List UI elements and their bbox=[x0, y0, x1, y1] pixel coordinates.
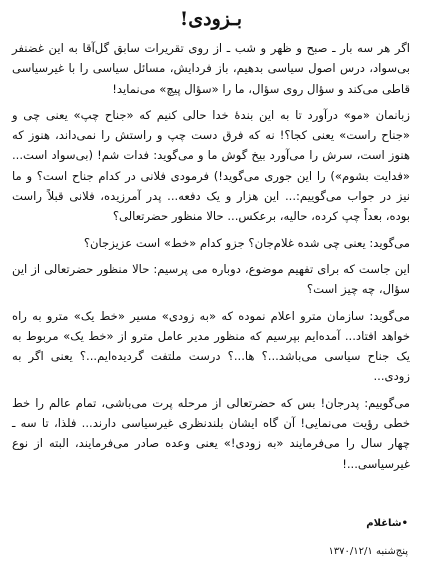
article-paragraph-6: می‌گوییم: پدرجان! بس که حضرتعالی از مرحله پرت می‌باشی، تمام عالم را خط خطی رؤیت می‌نمایی! آن گاه ایشان بلندنظری غیرسیاسی دارند... فلذا، تا سه ـ چهار سال را می‌فرمایند «به زودی!» یعنی وعده صادر می‌فرمایند، البته از نوع غیرسیاسی...! bbox=[12, 395, 410, 471]
publication-date: پنج‌شنبه ۱۳۷۰/۱۲/۱ bbox=[328, 546, 408, 557]
article-title: بـزودی! bbox=[179, 8, 243, 30]
article-paragraph-3: می‌گوید: یعنی چی شده غلام‌جان؟ جزو کدام «خط» است عزیزجان؟ bbox=[83, 235, 410, 250]
article-paragraph-5: می‌گوید: سازمان مترو اعلام نموده که «به زودی» مسیر «خط یک» مترو به راه خواهد افتاد... آمده‌ایم بپرسیم که منظور مدیر عامل مترو از «خط یک» مربوط به یک جناح سیاسی می‌باشد...؟ ها...؟ درست ملتفت گردیده‌ایم...؟ یعنی اگر به زودی... bbox=[12, 308, 410, 384]
article-paragraph-2: زبانمان «مو» درآورد تا به این بندهٔ خدا حالی کنیم که «جناح چپ» یعنی چی و «جناح راست» یعنی کجا؟! نه که فرق دست چپ و راستش را نمی‌داند، هنوز که هنوز است، سرش را می‌آورد بیخ گوش ما و می‌گوید: فدات شم! (بی‌سواد است... «فدایت بشوم») را این جوری می‌گوید!) فرمودی فلانی در کدام جناح است؟ و ما نیز در جواب می‌گوییم:... این هزار و یک دفعه... پدر آمرزیده، فلانی قبلاً راست بوده، بعداً چپ کرده، حالیه، برعکس... حالا منظور حضرتعالی؟ bbox=[12, 107, 410, 224]
article-paragraph-1: اگر هر سه بار ـ صبح و ظهر و شب ـ از روی تقریرات سابق گل‌آقا به این غضنفر بی‌سواد، درس اصول سیاسی بدهیم، باز فردایش، مسائل سیاسی را با غیرسیاسی قاطی می‌کند و سؤال روی سؤال، ما را «سؤال پیچ» می‌نماید! bbox=[12, 41, 410, 96]
article-paragraph-4: این جاست که برای تفهیم موضوع، دوباره می پرسیم: حالا منظور حضرتعالی از این سؤال، چه چیز است؟ bbox=[12, 261, 410, 297]
author-signature: •شاغلام bbox=[366, 518, 408, 529]
